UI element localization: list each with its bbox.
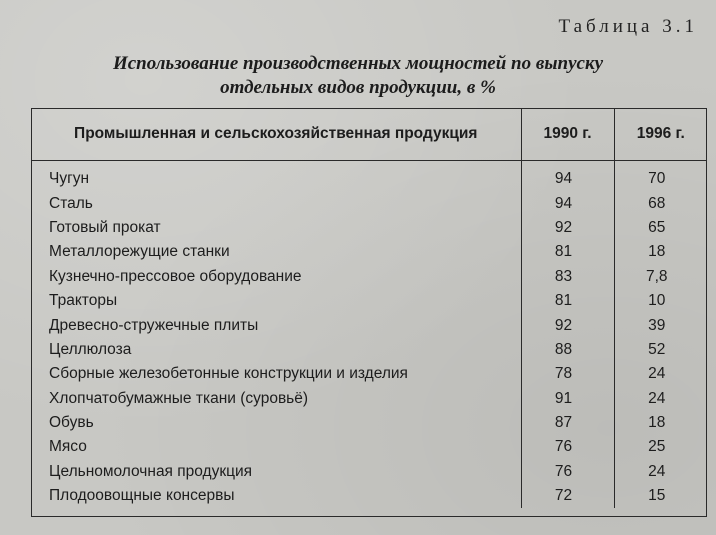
row-product-name: Тракторы	[49, 292, 118, 310]
row-value-1990: 91	[521, 387, 614, 411]
row-value-1996: 24	[614, 460, 707, 484]
row-product-name: Кузнечно-прессовое оборудование	[49, 267, 302, 285]
row-value-1996: 7,8	[614, 265, 707, 289]
row-product-name: Чугун	[49, 170, 90, 188]
row-product-name: Плодоовощные консервы	[49, 487, 235, 505]
table-row	[31, 161, 707, 192]
header-year-1990: 1990 г.	[521, 108, 614, 161]
row-product-name: Обувь	[49, 414, 94, 432]
row-product-name: Мясо	[49, 438, 87, 456]
row-value-1990: 72	[521, 484, 614, 508]
row-product-name: Хлопчатобумажные ткани (суровьё)	[49, 389, 309, 407]
row-value-1996: 39	[614, 313, 707, 337]
row-value-1996: 15	[614, 484, 707, 508]
table-number-label: Таблица 3.1	[558, 16, 698, 37]
table-row	[31, 289, 707, 313]
row-value-1990: 78	[521, 362, 614, 386]
row-value-1990: 88	[521, 338, 614, 362]
table-row	[31, 387, 707, 411]
table-title	[0, 52, 716, 100]
row-product-name: Металлорежущие станки	[49, 243, 230, 261]
table-row	[31, 460, 707, 484]
table-body	[31, 161, 707, 509]
row-value-1996: 70	[614, 161, 707, 192]
row-product-name: Цельномолочная продукция	[49, 462, 253, 480]
row-value-1996: 10	[614, 289, 707, 313]
table-row	[31, 240, 707, 264]
table-row	[31, 313, 707, 337]
table-title-line-2: отдельных видов продукции, в %	[220, 77, 496, 98]
row-value-1990: 76	[521, 460, 614, 484]
row-value-1990: 81	[521, 289, 614, 313]
row-value-1996: 65	[614, 216, 707, 240]
table-row	[31, 191, 707, 215]
row-product-name: Сборные железобетонные конструкции и изделия	[49, 365, 408, 383]
table-row	[31, 216, 707, 240]
row-value-1990: 83	[521, 265, 614, 289]
table-row	[31, 484, 707, 508]
header-product: Промышленная и сельскохозяйственная продукция	[31, 108, 521, 161]
row-value-1996: 68	[614, 191, 707, 215]
table-header-row	[31, 108, 707, 161]
row-value-1996: 18	[614, 240, 707, 264]
row-value-1990: 94	[521, 191, 614, 215]
row-value-1996: 24	[614, 362, 707, 386]
table-row	[31, 362, 707, 386]
row-product-name: Древесно-стружечные плиты	[49, 316, 259, 334]
row-value-1996: 18	[614, 411, 707, 435]
row-value-1990: 76	[521, 435, 614, 459]
row-product-name: Сталь	[49, 194, 93, 212]
row-value-1990: 87	[521, 411, 614, 435]
table-title-line-1: Использование производственных мощностей по выпуску	[112, 53, 604, 74]
table-row	[31, 411, 707, 435]
row-value-1990: 92	[521, 216, 614, 240]
row-product-name: Готовый прокат	[49, 218, 161, 236]
row-value-1996: 24	[614, 387, 707, 411]
row-value-1990: 94	[521, 161, 614, 192]
row-value-1996: 52	[614, 338, 707, 362]
table-row	[31, 435, 707, 459]
row-value-1996: 25	[614, 435, 707, 459]
table-row	[31, 265, 707, 289]
header-year-1996: 1996 г.	[614, 108, 707, 161]
row-value-1990: 81	[521, 240, 614, 264]
table-row	[31, 338, 707, 362]
capacity-utilization-table	[31, 108, 707, 508]
row-value-1990: 92	[521, 313, 614, 337]
row-product-name: Целлюлоза	[49, 340, 132, 358]
